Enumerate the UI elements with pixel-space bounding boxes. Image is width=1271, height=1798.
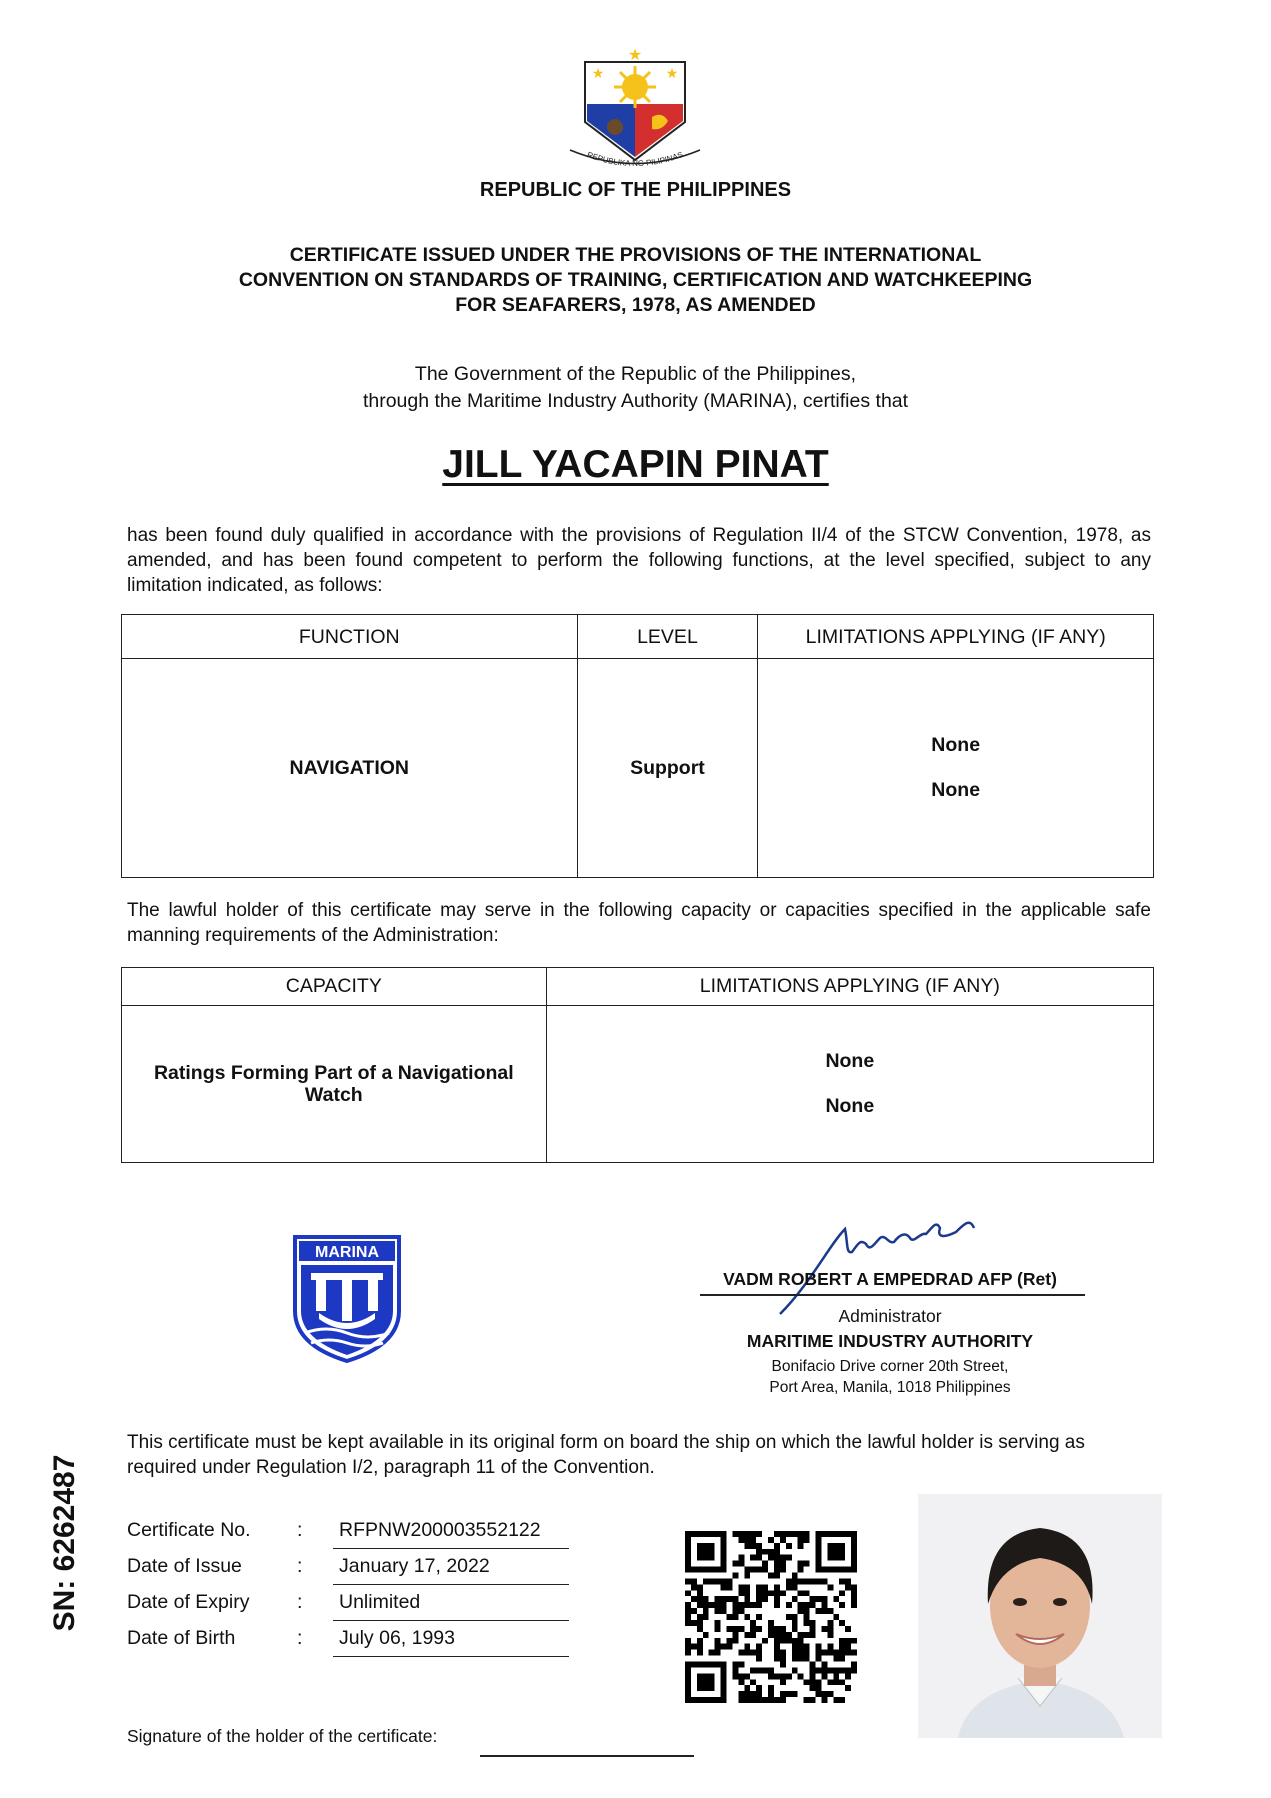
holder-signature-label: Signature of the holder of the certificate: (127, 1726, 438, 1746)
lawful-holder-text: The lawful holder of this certificate may serve in the following capacity or capacities specified in the applicable safe manning requirements of the Administration: (127, 900, 1151, 946)
limitation-value: None (931, 734, 981, 756)
detail-label: Date of Birth (127, 1627, 236, 1649)
title-line: CERTIFICATE ISSUED UNDER THE PROVISIONS OF THE INTERNATIONAL (289, 244, 982, 266)
holder-name: JILL YACAPIN PINAT (442, 443, 829, 486)
detail-colon: : (297, 1555, 303, 1577)
date-of-birth-value: July 06, 1993 (333, 1627, 569, 1657)
table-row (122, 659, 1154, 878)
country-heading: REPUBLIC OF THE PHILIPPINES (479, 179, 792, 201)
date-of-issue-value: January 17, 2022 (333, 1555, 569, 1585)
organization-address (700, 1356, 1080, 1398)
table-header-row (122, 615, 1154, 659)
column-header-function: FUNCTION (122, 615, 578, 659)
holder-photo (918, 1494, 1162, 1738)
capacity-cell: Ratings Forming Part of a Navigational Watch (122, 1006, 547, 1163)
serial-number-container (18, 1448, 118, 1638)
column-header-limitations: LIMITATIONS APPLYING (IF ANY) (758, 615, 1154, 659)
svg-text:★: ★ (665, 65, 679, 81)
detail-label: Date of Expiry (127, 1591, 250, 1613)
limitations-cell (546, 1006, 1153, 1163)
function-cell: NAVIGATION (122, 659, 578, 878)
holder-signature-line (480, 1755, 694, 1757)
philippine-seal-icon (560, 42, 710, 177)
column-header-limitations: LIMITATIONS APPLYING (IF ANY) (546, 968, 1153, 1006)
title-line: CONVENTION ON STANDARDS OF TRAINING, CERTIFICATION AND WATCHKEEPING (238, 269, 1033, 291)
limitation-value: None (931, 779, 981, 801)
svg-text:REPUBLIKA NG PILIPINAS: REPUBLIKA NG PILIPINAS (585, 150, 685, 169)
detail-colon: : (297, 1519, 303, 1541)
table-header-row (122, 968, 1154, 1006)
level-cell: Support (577, 659, 758, 878)
column-header-capacity: CAPACITY (122, 968, 547, 1006)
qr-code-icon (685, 1531, 857, 1703)
administrator-title: Administrator (838, 1306, 942, 1326)
detail-label: Date of Issue (127, 1555, 242, 1577)
certificate-number-value: RFPNW200003552122 (333, 1519, 569, 1549)
detail-colon: : (297, 1591, 303, 1613)
government-statement (180, 361, 1091, 415)
limitation-value: None (825, 1095, 875, 1117)
limitations-cell (758, 659, 1154, 878)
svg-text:★: ★ (627, 47, 643, 64)
marina-logo-icon (291, 1233, 403, 1364)
issuing-organization: MARITIME INDUSTRY AUTHORITY (746, 1331, 1034, 1351)
functions-table (121, 614, 1154, 878)
signature-line (700, 1294, 1085, 1296)
govt-line: through the Maritime Industry Authority (MARINA), certifies that (362, 390, 909, 412)
table-row (122, 1006, 1154, 1163)
administrator-name: VADM ROBERT A EMPEDRAD AFP (Ret) (723, 1269, 1057, 1289)
title-line: FOR SEAFARERS, 1978, AS AMENDED (455, 294, 816, 316)
svg-text:MARINA: MARINA (315, 1244, 379, 1261)
address-line: Bonifacio Drive corner 20th Street, (771, 1358, 1009, 1375)
capacity-table (121, 967, 1154, 1163)
address-line: Port Area, Manila, 1018 Philippines (769, 1379, 1011, 1396)
date-of-expiry-value: Unlimited (333, 1591, 569, 1621)
retention-notice: This certificate must be kept available in its original form on board the ship on which the lawful holder is serving as required under Regulation I/2, paragraph 11 of the Convention. (127, 1432, 1085, 1478)
svg-text:★: ★ (591, 65, 605, 81)
govt-line: The Government of the Republic of the Philippines, (414, 363, 857, 385)
limitation-value: None (825, 1050, 875, 1072)
detail-colon: : (297, 1627, 303, 1649)
qualification-text: has been found duly qualified in accordance with the provisions of Regulation II/4 of the STCW Convention, 1978, as amended, and has been found competent to perform the following functions, at the level specified, subject to any limitation indicated, as follows: (127, 525, 1151, 596)
detail-label: Certificate No. (127, 1519, 251, 1541)
column-header-level: LEVEL (577, 615, 758, 659)
serial-number: SN: 6262487 (48, 1454, 81, 1632)
certificate-title (180, 243, 1091, 318)
